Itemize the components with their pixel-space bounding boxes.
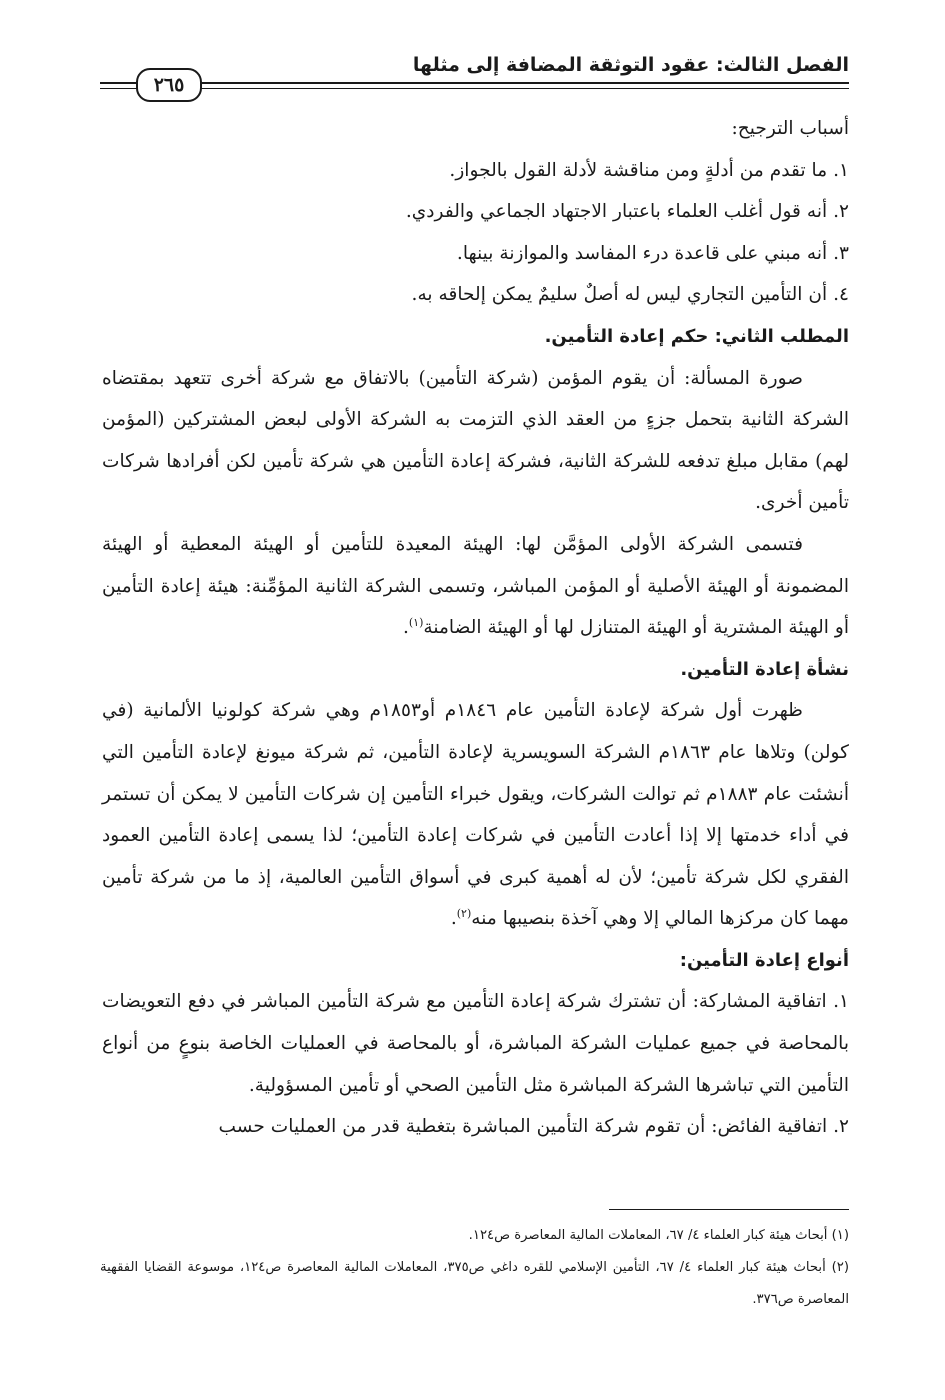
footnote-ref-1: (١) <box>408 615 424 629</box>
paragraph-naming-end: . <box>402 617 409 639</box>
reason-item-2: ٢. أنه قول أغلب العلماء باعتبار الاجتهاد الجماعي والفردي. <box>405 201 849 223</box>
origin-heading: نشأة إعادة التأمين. <box>680 658 849 680</box>
paragraph-origin <box>102 690 849 940</box>
footnote-ref-2: (٢) <box>456 907 472 921</box>
main-text <box>102 108 849 1148</box>
paragraph-origin-text: ظهرت أول شركة لإعادة التأمين عام ١٨٤٦م أو١٨٥٣م وهي شركة كولونيا الألمانية (في كولن) وتلاها عام ١٨٦٣م الشركة السويسرية لإعادة التأمين، ثم شركة ميونغ لإعادة التأمين التي أنشئت عام ١٨٨٣م ثم توالت الشركات، ويقول خبراء التأمين إن شركات التأمين لا يمكن أن تستمر في أداء خدمتها إلا إذا أعادت التأمين في شركات إعادة التأمين؛ لذا يسمى إعادة التأمين العمود الفقري لكل شركة تأمين؛ لأن له أهمية كبرى في أسواق التأمين العالمية، إذ ما من شركة تأمين مهما كان مركزها المالي إلا وهي آخذة بنصيبها منه <box>102 700 850 930</box>
footnotes <box>100 1220 849 1316</box>
footnote-1: (١) أبحاث هيئة كبار العلماء ٤/ ٦٧، المعاملات المالية المعاصرة ص١٢٤. <box>468 1228 849 1243</box>
footnote-2: (٢) أبحاث هيئة كبار العلماء ٤/ ٦٧، التأمين الإسلامي للقره داغي ص٣٧٥، المعاملات المالية المعاصرة ص١٢٤، موسوعة القضايا الفقهية المعاصرة ص٣٧٦. <box>100 1260 849 1307</box>
section-heading: المطلب الثاني: حكم إعادة التأمين. <box>544 325 849 347</box>
header-rule <box>100 82 849 84</box>
type-item-1: ١. اتفاقية المشاركة: أن تشترك شركة إعادة التأمين مع شركة التأمين المباشر في دفع التعويضات بالمحاصة في جميع عمليات الشركة المباشرة، أو بالمحاصة في العمليات الخاصة بنوعٍ من أنواع التأمين التي تباشرها الشركة المباشرة مثل التأمين الصحي أو تأمين المسؤولية. <box>102 991 849 1096</box>
footnote-separator <box>609 1209 849 1210</box>
reason-item-1: ١. ما تقدم من أدلةٍ ومن مناقشة لأدلة القول بالجواز. <box>449 159 849 181</box>
reasons-heading: أسباب الترجيح: <box>731 118 849 139</box>
paragraph-naming <box>102 524 849 649</box>
reason-item-3: ٣. أنه مبني على قاعدة درء المفاسد والموازنة بينها. <box>456 242 849 264</box>
type-item-2: ٢. اتفاقية الفائض: أن تقوم شركة التأمين المباشرة بتغطية قدر من العمليات حسب <box>218 1116 849 1138</box>
page-number: ٢٦٥ <box>136 68 202 102</box>
reason-item-4: ٤. أن التأمين التجاري ليس له أصلٌ سليمٌ يمكن إلحاقه به. <box>411 284 849 306</box>
paragraph-origin-end: . <box>450 908 457 930</box>
header-rule-thin <box>100 88 849 89</box>
types-heading: أنواع إعادة التأمين: <box>679 949 849 971</box>
paragraph-naming-text: فتسمى الشركة الأولى المؤمَّن لها: الهيئة المعيدة للتأمين أو الهيئة المعطية أو الهيئة المضمونة أو الهيئة الأصلية أو المؤمن المباشر، وتسمى الشركة الثانية المؤمِّنة: هيئة إعادة التأمين أو الهيئة المشترية أو الهيئة المتنازل لها أو الهيئة الضامنة <box>102 533 849 639</box>
chapter-title: الفصل الثالث: عقود التوثقة المضافة إلى مثلها <box>412 54 849 76</box>
running-header <box>100 50 849 96</box>
paragraph-definition: صورة المسألة: أن يقوم المؤمن (شركة التأمين) بالاتفاق مع شركة أخرى تتعهد بمقتضاه الشركة الثانية بتحمل جزءٍ من العقد الذي التزمت به الشركة الأولى لبعض المشتركين (المؤمن لهم) مقابل مبلغ تدفعه للشركة الثانية، فشركة إعادة التأمين هي شركة تأمين لكن أفرادها شركات تأمين أخرى. <box>102 367 849 514</box>
